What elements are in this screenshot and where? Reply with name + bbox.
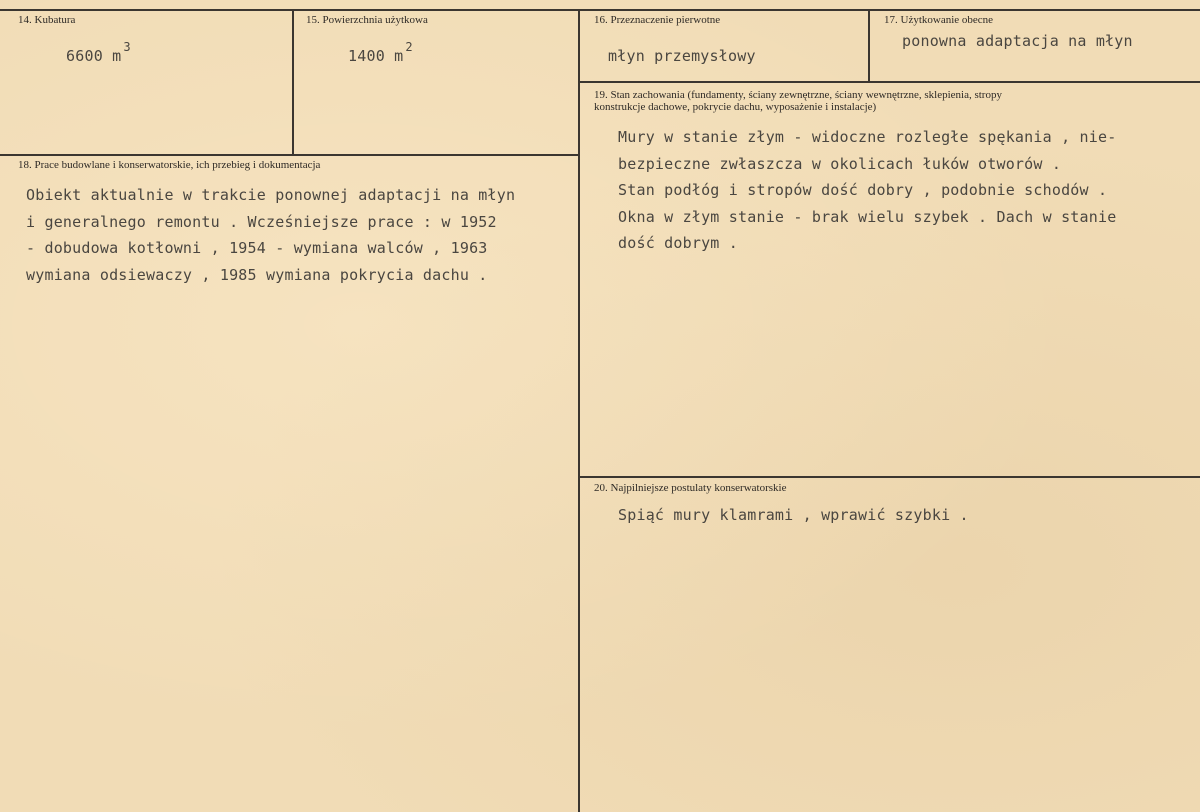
- divider-19-20: [580, 476, 1200, 478]
- field-19-line: Stan podłóg i stropów dość dobry , podobnie schodów .: [618, 181, 1108, 199]
- field-19-text: [618, 124, 1116, 257]
- field-17-label: 17. Użytkowanie obecne: [884, 14, 994, 26]
- divider-row2-left: [0, 154, 580, 156]
- field-20-label: 20. Najpilniejsze postulaty konserwatorskie: [594, 482, 787, 494]
- field-18-text: [26, 182, 515, 288]
- field-14-label: 14. Kubatura: [18, 14, 76, 26]
- field-14-unit-exponent: 3: [123, 40, 131, 54]
- field-15-unit-exponent: 2: [405, 40, 413, 54]
- field-19-line: Mury w stanie złym - widoczne rozległe spękania , nie-: [618, 128, 1117, 146]
- field-19-line: Okna w złym stanie - brak wielu szybek . Dach w stanie: [618, 207, 1117, 226]
- field-19-label: [594, 89, 1002, 113]
- field-19-line: dość dobrym .: [618, 234, 738, 252]
- field-18-line: - dobudowa kotłowni , 1954 - wymiana walców , 1963: [26, 239, 488, 257]
- field-19-line: bezpieczne zwłaszcza w okolicach łuków otworów .: [618, 154, 1062, 173]
- field-15-value: [348, 40, 413, 65]
- divider-14-15: [292, 9, 294, 154]
- field-15-label: 15. Powierzchnia użytkowa: [306, 14, 428, 26]
- field-14-number: 6600 m: [66, 47, 122, 65]
- divider-row2-right: [580, 81, 1200, 83]
- field-16-label: 16. Przeznaczenie pierwotne: [594, 14, 721, 26]
- field-16-value: młyn przemysłowy: [608, 47, 756, 65]
- field-18-line: i generalnego remontu . Wcześniejsze prace : w 1952: [26, 212, 497, 231]
- field-15-number: 1400 m: [348, 47, 404, 65]
- field-19-label-line1: 19. Stan zachowania (fundamenty, ściany zewnętrzne, ściany wewnętrzne, sklepienia, stropy: [594, 89, 1002, 101]
- field-18-line: wymiana odsiewaczy , 1985 wymiana pokrycia dachu .: [26, 265, 488, 284]
- divider-16-17: [868, 9, 870, 81]
- field-20-value: Spiąć mury klamrami , wprawić szybki .: [618, 506, 969, 524]
- field-14-value: [66, 40, 131, 65]
- field-17-value: ponowna adaptacja na młyn: [902, 32, 1133, 50]
- field-19-label-line2: konstrukcje dachowe, pokrycie dachu, wyposażenie i instalacje): [594, 101, 877, 113]
- field-18-label: 18. Prace budowlane i konserwatorskie, ich przebieg i dokumentacja: [18, 159, 321, 171]
- divider-center: [578, 9, 580, 812]
- top-border-line: [0, 9, 1200, 11]
- field-18-line: Obiekt aktualnie w trakcie ponownej adaptacji na młyn: [26, 186, 516, 204]
